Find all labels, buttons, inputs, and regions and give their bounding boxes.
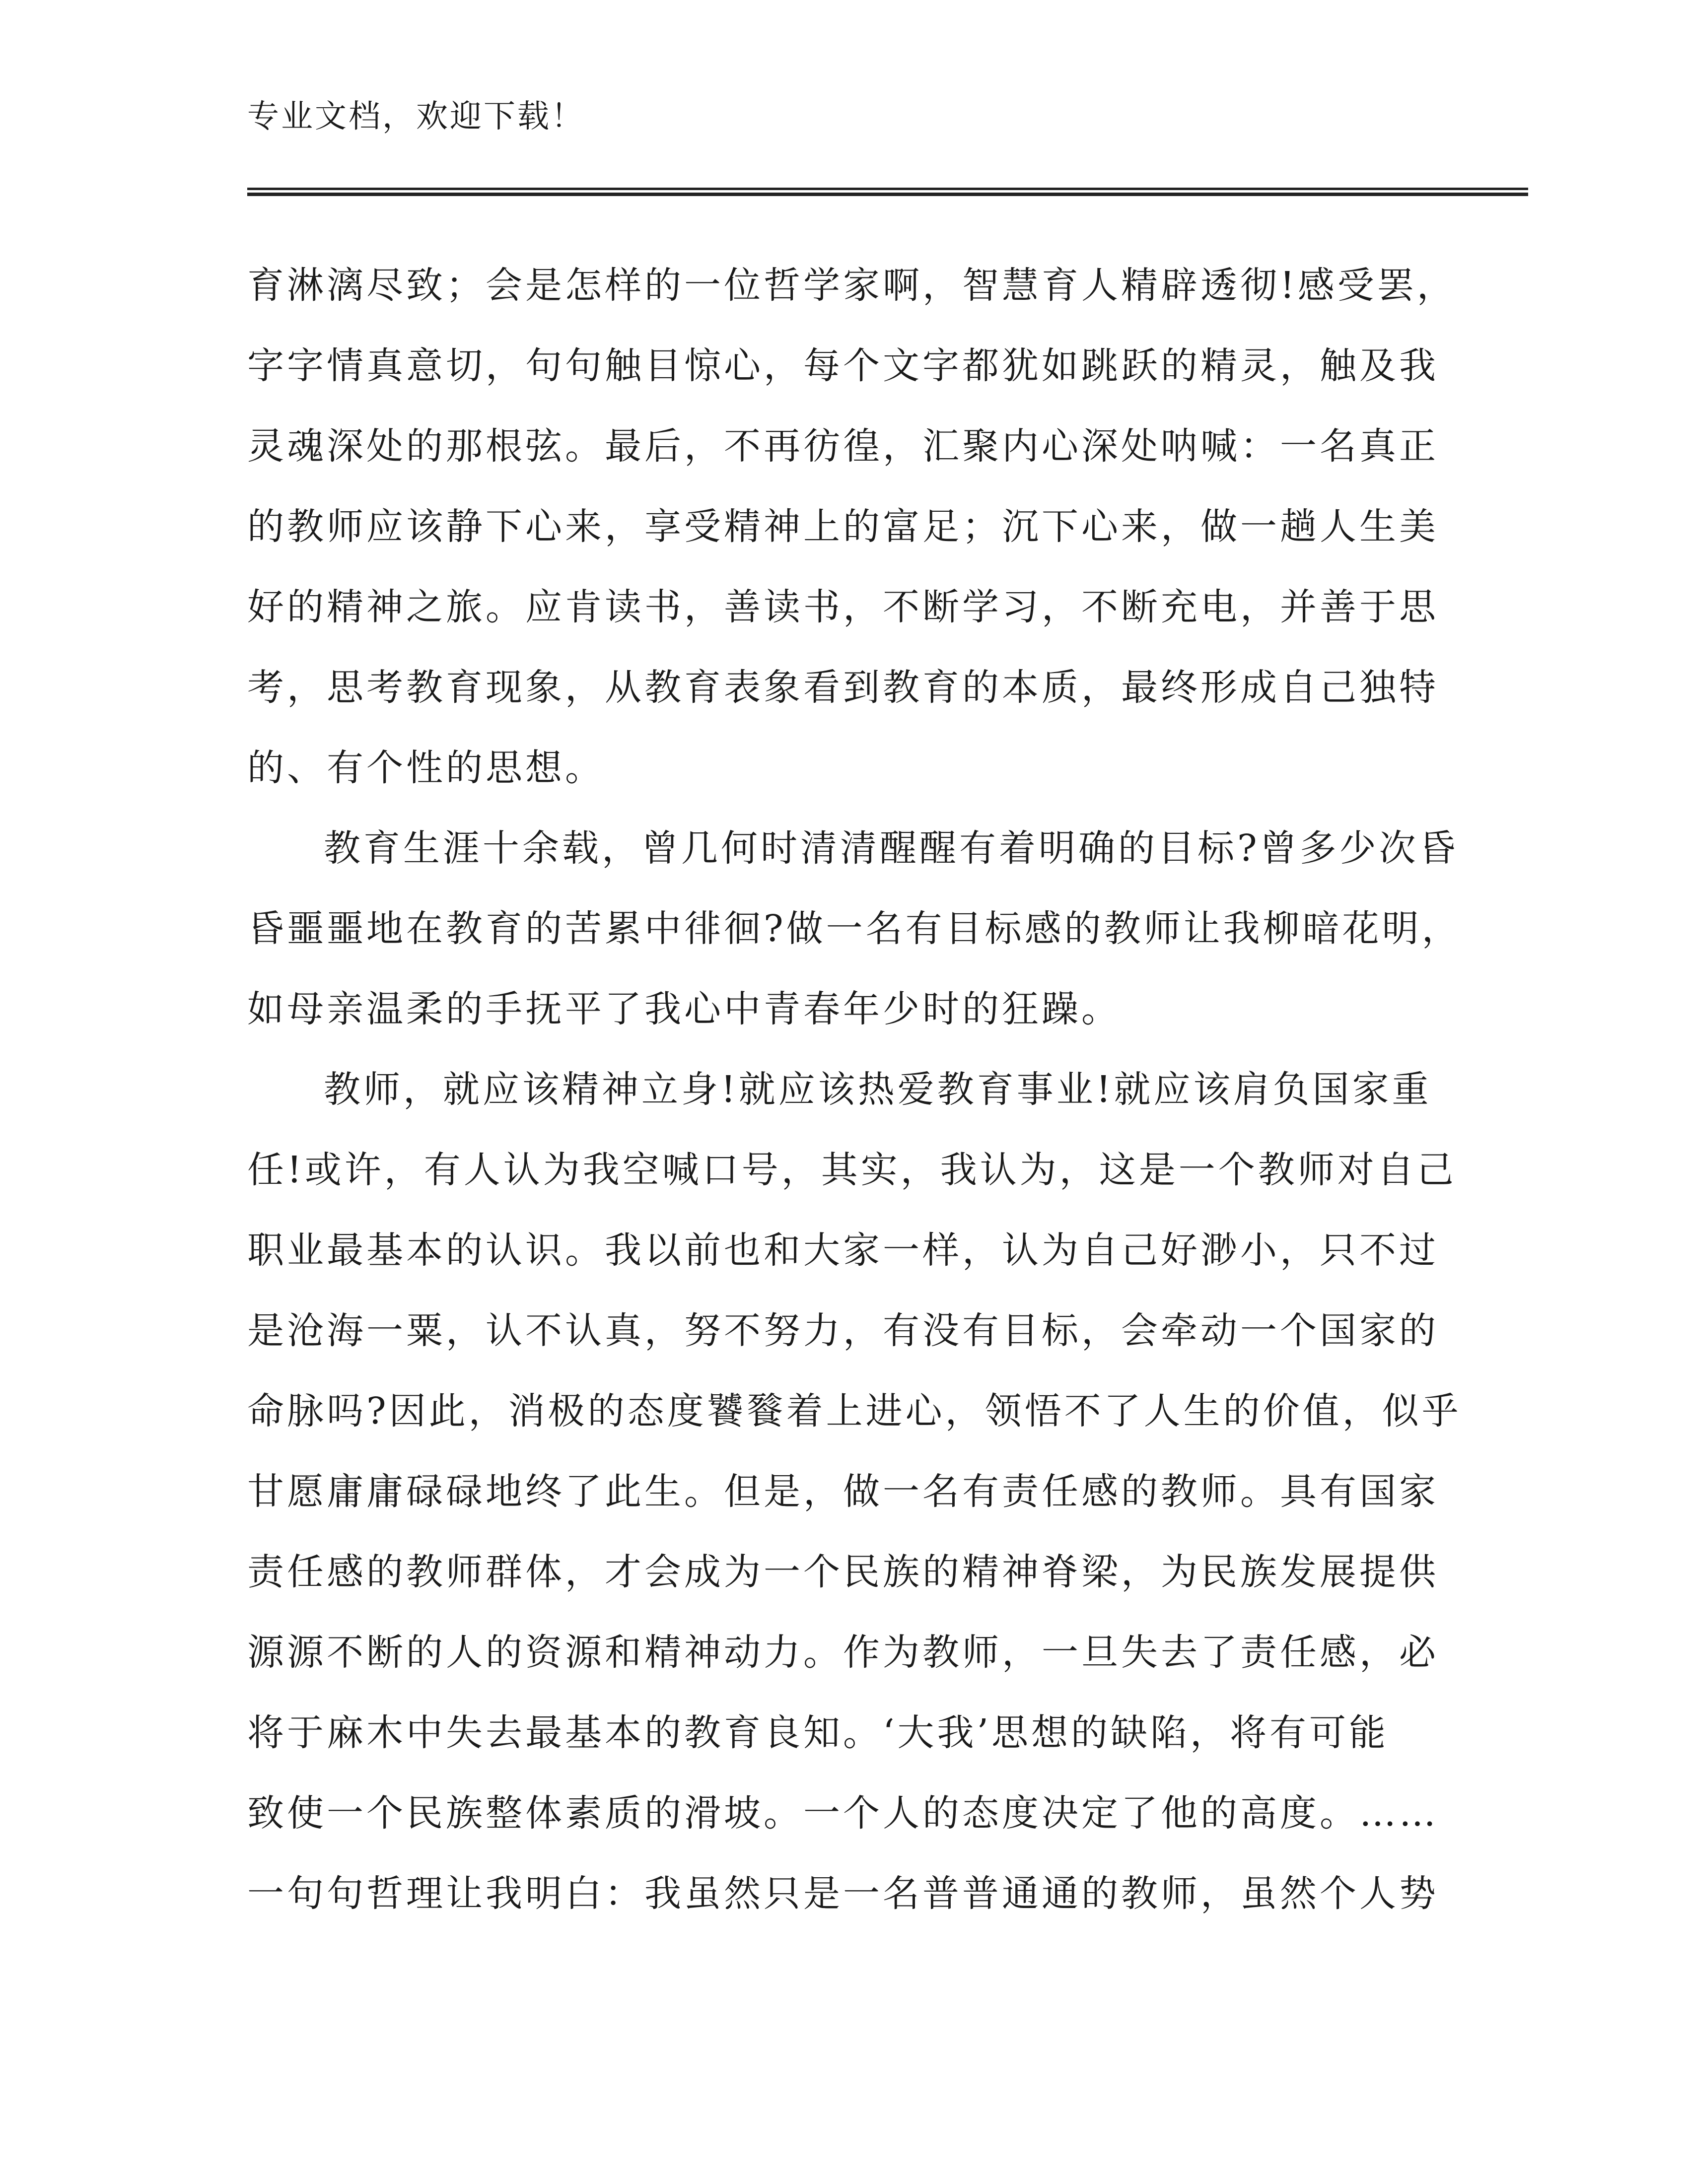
text-line: 责任感的教师群体，才会成为一个民族的精神脊梁，为民族发展提供 [247, 1551, 1439, 1593]
text-line: 育淋漓尽致；会是怎样的一位哲学家啊，智慧育人精辟透彻!感受罢， [247, 264, 1457, 307]
text-line: 甘愿庸庸碌碌地终了此生。但是，做一名有责任感的教师。具有国家 [247, 1470, 1439, 1513]
text-line: 好的精神之旅。应肯读书，善读书，不断学习，不断充电，并善于思 [247, 586, 1439, 628]
text-line: 如母亲温柔的手抚平了我心中青春年少时的狂躁。 [247, 988, 1121, 1030]
text-line: 致使一个民族整体素质的滑坡。一个人的态度决定了他的高度。…… [247, 1792, 1439, 1835]
text-line: 将于麻木中失去最基本的教育良知。‘大我’思想的缺陷，将有可能 [247, 1711, 1389, 1754]
header-rule-thick [247, 193, 1528, 196]
page-header: 专业文档，欢迎下载！ [247, 98, 585, 135]
text-line: 是沧海一粟，认不认真，努不努力，有没有目标，会牵动一个国家的 [247, 1309, 1439, 1352]
text-line: 字字情真意切，句句触目惊心，每个文字都犹如跳跃的精灵，触及我 [247, 344, 1439, 387]
text-line: 考，思考教育现象，从教育表象看到教育的本质，最终形成自己独特 [247, 666, 1439, 709]
text-line: 的、有个性的思想。 [247, 747, 605, 789]
text-line: 的教师应该静下心来，享受精神上的富足；沉下心来，做一趟人生美 [247, 505, 1439, 548]
text-line: 一句句哲理让我明白：我虽然只是一名普普通通的教师，虽然个人势 [247, 1872, 1439, 1915]
text-line: 命脉吗?因此，消极的态度饕餮着上进心，领悟不了人生的价值，似乎 [247, 1390, 1462, 1433]
header-rule-thin [247, 188, 1528, 190]
text-line: 任!或许，有人认为我空喊口号，其实，我认为，这是一个教师对自己 [247, 1149, 1457, 1191]
text-line: 昏噩噩地在教育的苦累中徘徊?做一名有目标感的教师让我柳暗花明， [247, 907, 1462, 950]
text-line: 源源不断的人的资源和精神动力。作为教师，一旦失去了责任感，必 [247, 1631, 1439, 1674]
text-line: 职业最基本的认识。我以前也和大家一样，认为自己好渺小，只不过 [247, 1229, 1439, 1272]
text-line: 灵魂深处的那根弦。最后，不再彷徨，汇聚内心深处呐喊：一名真正 [247, 425, 1439, 468]
text-line: 教师，就应该精神立身!就应该热爱教育事业!就应该肩负国家重 [324, 1068, 1432, 1111]
text-line: 教育生涯十余载，曾几何时清清醒醒有着明确的目标?曾多少次昏 [324, 827, 1459, 870]
